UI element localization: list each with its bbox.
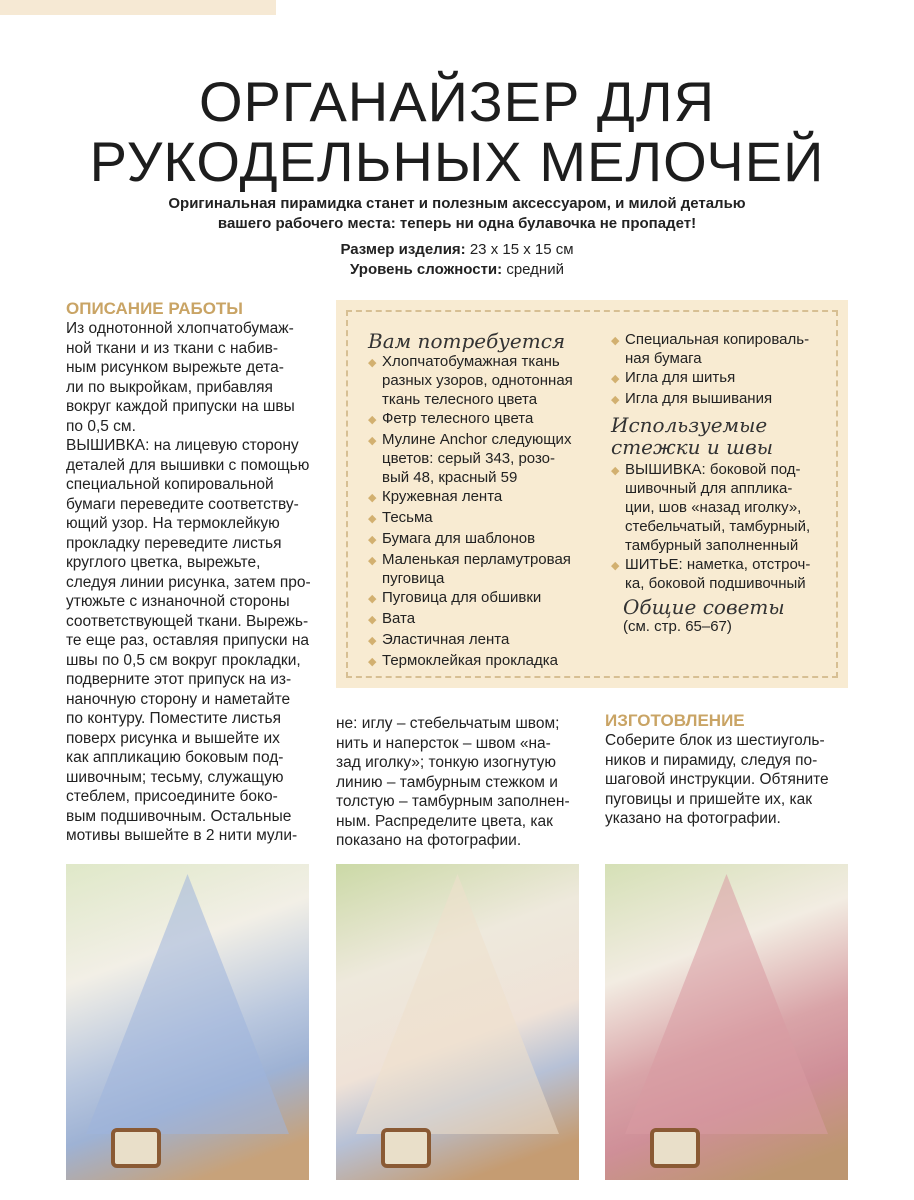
list-item-line: Эластичная лента [382, 631, 510, 648]
text-line: Из однотонной хлопчатобумаж- [66, 320, 294, 337]
description-column [66, 299, 316, 846]
text-line: ным рисунком вырежьте дета- [66, 359, 284, 376]
text-line: наночную сторону и наметайте [66, 690, 291, 708]
list-item-line: Тесьма [382, 509, 433, 526]
list-item [368, 550, 608, 588]
list-item [368, 588, 608, 609]
assembly-heading: ИЗГОТОВЛЕНИЕ [605, 711, 745, 730]
list-item [368, 508, 608, 529]
list-item-line: Кружевная лента [382, 488, 503, 505]
text-line: линию – тамбурным стежком и [336, 773, 558, 791]
text-line: указано на фотографии. [605, 810, 781, 827]
text-line: толстую – тамбурным заполнен- [336, 793, 570, 810]
list-item [368, 630, 608, 651]
diamond-bullet-icon: ◆ [368, 414, 377, 426]
list-item-line: ная бумага [625, 350, 702, 367]
text-line: швы по 0,5 см вокруг прокладки, [66, 651, 301, 669]
diamond-bullet-icon: ◆ [368, 492, 377, 504]
text-line: круглого цветка, вырежьте, [66, 554, 261, 571]
assembly-text [605, 731, 850, 829]
materials-left [368, 330, 608, 672]
text-line: утюжьте с изнаночной стороны [66, 593, 290, 610]
diamond-bullet-icon: ◆ [368, 593, 377, 605]
text-line: прокладку переведите листья [66, 534, 282, 552]
list-item-line: Пуговица для обшивки [382, 589, 542, 606]
list-item-line: Маленькая перламутровая [382, 551, 571, 568]
text-line: мотивы вышейте в 2 нити мули- [66, 827, 298, 844]
text-line: шаговой инструкции. Обтяните [605, 771, 829, 788]
tips-heading: Общие советы [623, 595, 785, 619]
needed-heading: Вам потребуется [368, 329, 566, 353]
list-item-line: разных узоров, однотонная [382, 372, 573, 389]
text-line: ной ткани и из ткани с набив- [66, 339, 279, 357]
description-text [66, 319, 316, 846]
list-item-line: Хлопчатобумажная ткань [382, 353, 560, 370]
text-line: пуговицы и пришейте их, как [605, 790, 813, 808]
list-item [368, 651, 608, 672]
subtitle-line: вашего рабочего места: теперь ни одна булавочка не пропадет! [217, 215, 697, 232]
size-value: 23 x 15 x 15 см [469, 241, 574, 258]
text-line: вокруг каждой припуски на швы [66, 398, 295, 415]
list-item [368, 609, 608, 630]
diamond-bullet-icon: ◆ [368, 656, 377, 668]
diamond-bullet-icon: ◆ [368, 614, 377, 626]
list-item-line: вый 48, красный 59 [382, 469, 518, 486]
assembly-column [605, 711, 850, 829]
list-item-line: Специальная копироваль- [625, 331, 810, 348]
photo-organizer-pink [605, 864, 848, 1180]
text-line: по 0,5 см. [66, 417, 136, 435]
text-line: показано на фотографии. [336, 832, 522, 849]
page-title-line-1: ОРГАНАЙЗЕР ДЛЯ [198, 70, 716, 133]
page-title-line-2: РУКОДЕЛЬНЫХ МЕЛОЧЕЙ [89, 130, 825, 193]
list-item-line: ШИТЬЕ: наметка, отстроч- [625, 556, 811, 573]
text-line: ли по выкройкам, прибавляя [66, 378, 273, 396]
diamond-bullet-icon: ◆ [368, 513, 377, 525]
top-color-bar [0, 0, 276, 15]
diamond-bullet-icon: ◆ [368, 555, 377, 567]
diamond-bullet-icon: ◆ [611, 560, 620, 572]
needed-list [368, 352, 608, 672]
photo-organizer-embroidered [336, 864, 579, 1180]
list-item-line: ВЫШИВКА: боковой под- [625, 461, 801, 478]
list-item-line: Фетр телесного цвета [382, 410, 534, 427]
stitches-list [611, 460, 841, 593]
text-line: шивочным; тесьму, служащую [66, 768, 284, 786]
list-item-line: шивочный для апплика- [625, 480, 793, 497]
text-line: следуя линии рисунка, затем про- [66, 573, 311, 591]
text-line: специальной копировальной [66, 476, 274, 493]
diamond-bullet-icon: ◆ [368, 435, 377, 447]
list-item [611, 460, 841, 555]
list-item [368, 409, 608, 430]
list-item [368, 529, 608, 550]
list-item-line: пуговица [382, 570, 445, 587]
level-label: Уровень сложности: [350, 261, 503, 278]
list-item [368, 352, 608, 409]
text-line: как аппликацию боковым под- [66, 749, 284, 766]
text-line: поверх рисунка и вышейте их [66, 729, 280, 747]
list-item-line: ка, боковой подшивочный [625, 575, 806, 592]
text-line: ющий узор. На термоклейкую [66, 515, 280, 532]
list-item-line: цветов: серый 343, розо- [382, 450, 556, 467]
size-label: Размер изделия: [340, 241, 466, 258]
text-line: зад иголку»; тонкую изогнутую [336, 754, 557, 771]
diamond-bullet-icon: ◆ [368, 635, 377, 647]
diamond-bullet-icon: ◆ [611, 335, 620, 347]
subtitle-line: Оригинальная пирамидка станет и полезным аксессуаром, и милой деталью [168, 195, 746, 212]
list-item [368, 430, 608, 487]
list-item-line: ткань телесного цвета [382, 391, 538, 408]
continuation-text [336, 714, 581, 851]
list-item [611, 368, 841, 389]
diamond-bullet-icon: ◆ [368, 357, 377, 369]
stitches-heading: Используемые стежки и швы [611, 413, 774, 459]
list-item [368, 487, 608, 508]
list-item [611, 389, 841, 410]
list-item-line: Вата [382, 610, 416, 627]
photo-organizer-blue [66, 864, 309, 1180]
diamond-bullet-icon: ◆ [611, 394, 620, 406]
level-value: средний [506, 261, 564, 278]
list-item-line: Игла для вышивания [625, 390, 773, 407]
text-line: нить и наперсток – швом «на- [336, 734, 551, 752]
diamond-bullet-icon: ◆ [611, 465, 620, 477]
text-line: Соберите блок из шестиуголь- [605, 732, 825, 749]
text-line: вым подшивочным. Остальные [66, 807, 292, 825]
list-item-line: Бумага для шаблонов [382, 530, 536, 547]
materials-box [336, 300, 848, 688]
text-line: бумаги переведите соответству- [66, 495, 299, 513]
tips-ref: (см. стр. 65–67) [623, 618, 732, 635]
subtitle [0, 194, 914, 234]
text-line: по контуру. Поместите листья [66, 710, 281, 727]
text-line: ВЫШИВКА: на лицевую сторону [66, 437, 299, 454]
list-item-line: Термоклейкая прокладка [382, 652, 559, 669]
text-line: ным. Распределите цвета, как [336, 812, 553, 830]
description-heading: ОПИСАНИЕ РАБОТЫ [66, 299, 243, 318]
text-line: соответствующей ткани. Вырежь- [66, 612, 309, 630]
text-line: подверните этот припуск на из- [66, 671, 292, 688]
diamond-bullet-icon: ◆ [368, 534, 377, 546]
text-line: те еще раз, оставляя припуски на [66, 632, 310, 649]
list-item [611, 555, 841, 593]
text-line: ников и пирамиду, следуя по- [605, 751, 818, 769]
list-item-line: тамбурный заполненный [625, 537, 799, 554]
text-line: деталей для вышивки с помощью [66, 456, 310, 474]
list-item-line: Игла для шитья [625, 369, 736, 386]
text-line: стеблем, присоедините боко- [66, 788, 278, 805]
diamond-bullet-icon: ◆ [611, 373, 620, 385]
project-meta [0, 240, 914, 280]
needed-list-right [611, 330, 841, 410]
materials-right [611, 330, 841, 635]
list-item-line: стебельчатый, тамбурный, [625, 518, 811, 535]
list-item-line: ции, шов «назад иголку», [625, 499, 802, 516]
list-item-line: Мулине Anchor следующих [382, 431, 572, 448]
text-line: не: иглу – стебельчатым швом; [336, 715, 560, 732]
list-item [611, 330, 841, 368]
